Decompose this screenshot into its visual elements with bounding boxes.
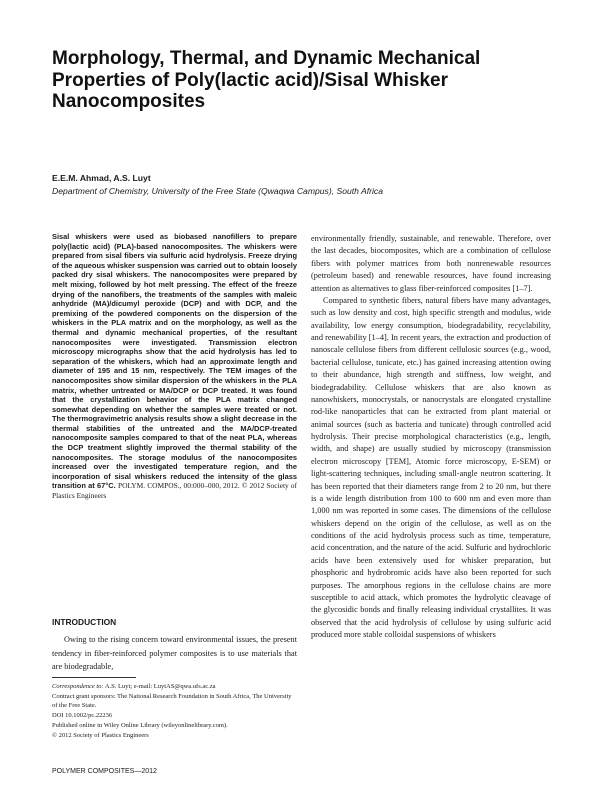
correspondence-contact: A.S. Luyt; e-mail: LuytAS@qwa.ufs.ac.za (104, 683, 216, 690)
abstract-text: Sisal whiskers were used as biobased nanofillers to prepare poly(lactic acid) (PLA)-based nanocomposites. The whiskers were prepared from sisal fibers via sulfuric acid hydrolysis. Freeze drying of the aqueous whisker suspension was carried out to obtain loosely packed dry sisal whiskers. The nanocomposites were prepared by melt mixing, followed by hot melt pressing. The effect of the freeze drying of the nanofibers, the treatments of the samples with maleic anhydride (MA)/dicumyl peroxide (DCP) and with DCP, and the premixing of the powdered components on the dispersion of the whiskers in the PLA matrix and on the morphology, as well as the thermal and dynamic mechanical properties, of the resultant nanocomposites were investigated. Transmission electron microscopy micrographs show that the acid hydrolysis has led to separation of the whiskers, which had an approximate length and diameter of 195 and 15 nm, respectively. The TEM images of the nanocomposites show similar dispersion of the whiskers in the PLA matrix, whether untreated or MA/DCP or DCP treated. It was found that the crystallization behavior of the PLA matrix changed somewhat depending on whether the samples were treated or not. The thermogravimetric analysis results show a slight decrease in the thermal stabilities of the untreated and the MA/DCP-treated nanocomposite samples compared to that of the neat PLA, whereas the DCP treatment slightly improved the thermal stability of the nanocomposites. The storage modulus of the nanocomposites increased over the investigated temperature region, and the incorporation of sisal whiskers reduced the intensity of the glass transition at 67°C. (52, 232, 297, 491)
footnotes (52, 682, 297, 740)
footnote-copyright: © 2012 Society of Plastics Engineers (52, 731, 149, 739)
paper-title: Morphology, Thermal, and Dynamic Mechanical Properties of Poly(lactic acid)/Sisal Whisker Nanocomposites (52, 48, 481, 112)
footnote-grant: Contract grant sponsors: The National Research Foundation in South Africa, The University of the Free State. (52, 692, 292, 710)
page-footer: POLYMER COMPOSITES—2012 (52, 768, 157, 775)
section-heading-introduction: INTRODUCTION (52, 617, 117, 627)
correspondence-label: Correspondence to: (52, 683, 104, 690)
right-column (311, 233, 551, 641)
body-paragraph-1: environmentally friendly, sustainable, and renewable. Therefore, over the last decades, biocomposites, which are a combination of cellulose fibers with polymer matrices from both nonrenewable resources (petroleum based) and renewable resources, have found increasing attention as alternatives to glass fiber-reinforced composites [1–7]. (311, 234, 551, 293)
footnote-divider (52, 677, 136, 678)
footnote-doi: DOI 10.1002/pc.22236 (52, 712, 113, 720)
journal-reference: POLYM. COMPOS., 00:000–000, 2012. © 2012 Society of Plastics Engineers (52, 481, 297, 501)
footnote-correspondence (52, 682, 297, 692)
introduction-paragraph: Owing to the rising concern toward environmental issues, the present tendency in fiber-reinforced polymer composites is to use materials that are biodegradable, (52, 635, 297, 671)
author-affiliation: Department of Chemistry, University of the Free State (Qwaqwa Campus), South Africa (52, 186, 383, 196)
abstract (52, 232, 297, 501)
body-paragraph-2: Compared to synthetic fibers, natural fibers have many advantages, such as low density and cost, high specific strength and modulus, wide availability, low energy consumption, biodegradability, recyclability, and renewability [1–4]. In recent years, the extraction and production of nanoscale cellulose fibers from different cellulosic sources (e.g., wood, bacterial cellulose, tunicate, etc.) has gained increasing attention owing to their abundance, high strength and stiffness, low weight, and biodegradability. Cellulose whiskers that are also known as nanowhiskers, monocrystals, or nanocrystals are elongated crystalline rod-like nanoparticles that can be extracted from plant material or animal sources (such as bacteria and tunicate) through controlled acid hydrolysis. Their precise morphological characteristics (e.g., length, width, and shape) are usually studied by microscopy (transmission electron microscopy [TEM], Atomic force microscopy, E-SEM) or light-scattering techniques, including small-angle neutron scattering. It has been reported that their diameters range from 2 to 20 nm, but there is a wide length distribution from 100 to 600 nm and even more than 1,000 nm was reported in some cases. The dimensions of the cellulose whiskers depend on the origin of the cellulose, as well as on the conditions of the acid hydrolysis process such as time, temperature, acid concentration, and the nature of the acid. Sulfuric and hydrochloric acids have been extensively used for whisker preparation, but phosphoric and hydrobromic acids have also been reported for such purposes. The amorphous regions in the cellulose chains are more susceptible to acid attack, which promotes the hydrolytic cleavage of the glycosidic bonds and finally releasing individual crystallites. It was observed that the acid hydrolysis of cellulose by using sulfuric acid produced more stable colloidal suspensions of whiskers (311, 295, 551, 639)
author-list: E.E.M. Ahmad, A.S. Luyt (52, 173, 151, 183)
footnote-published: Published online in Wiley Online Library (wileyonlinelibrary.com). (52, 721, 228, 729)
